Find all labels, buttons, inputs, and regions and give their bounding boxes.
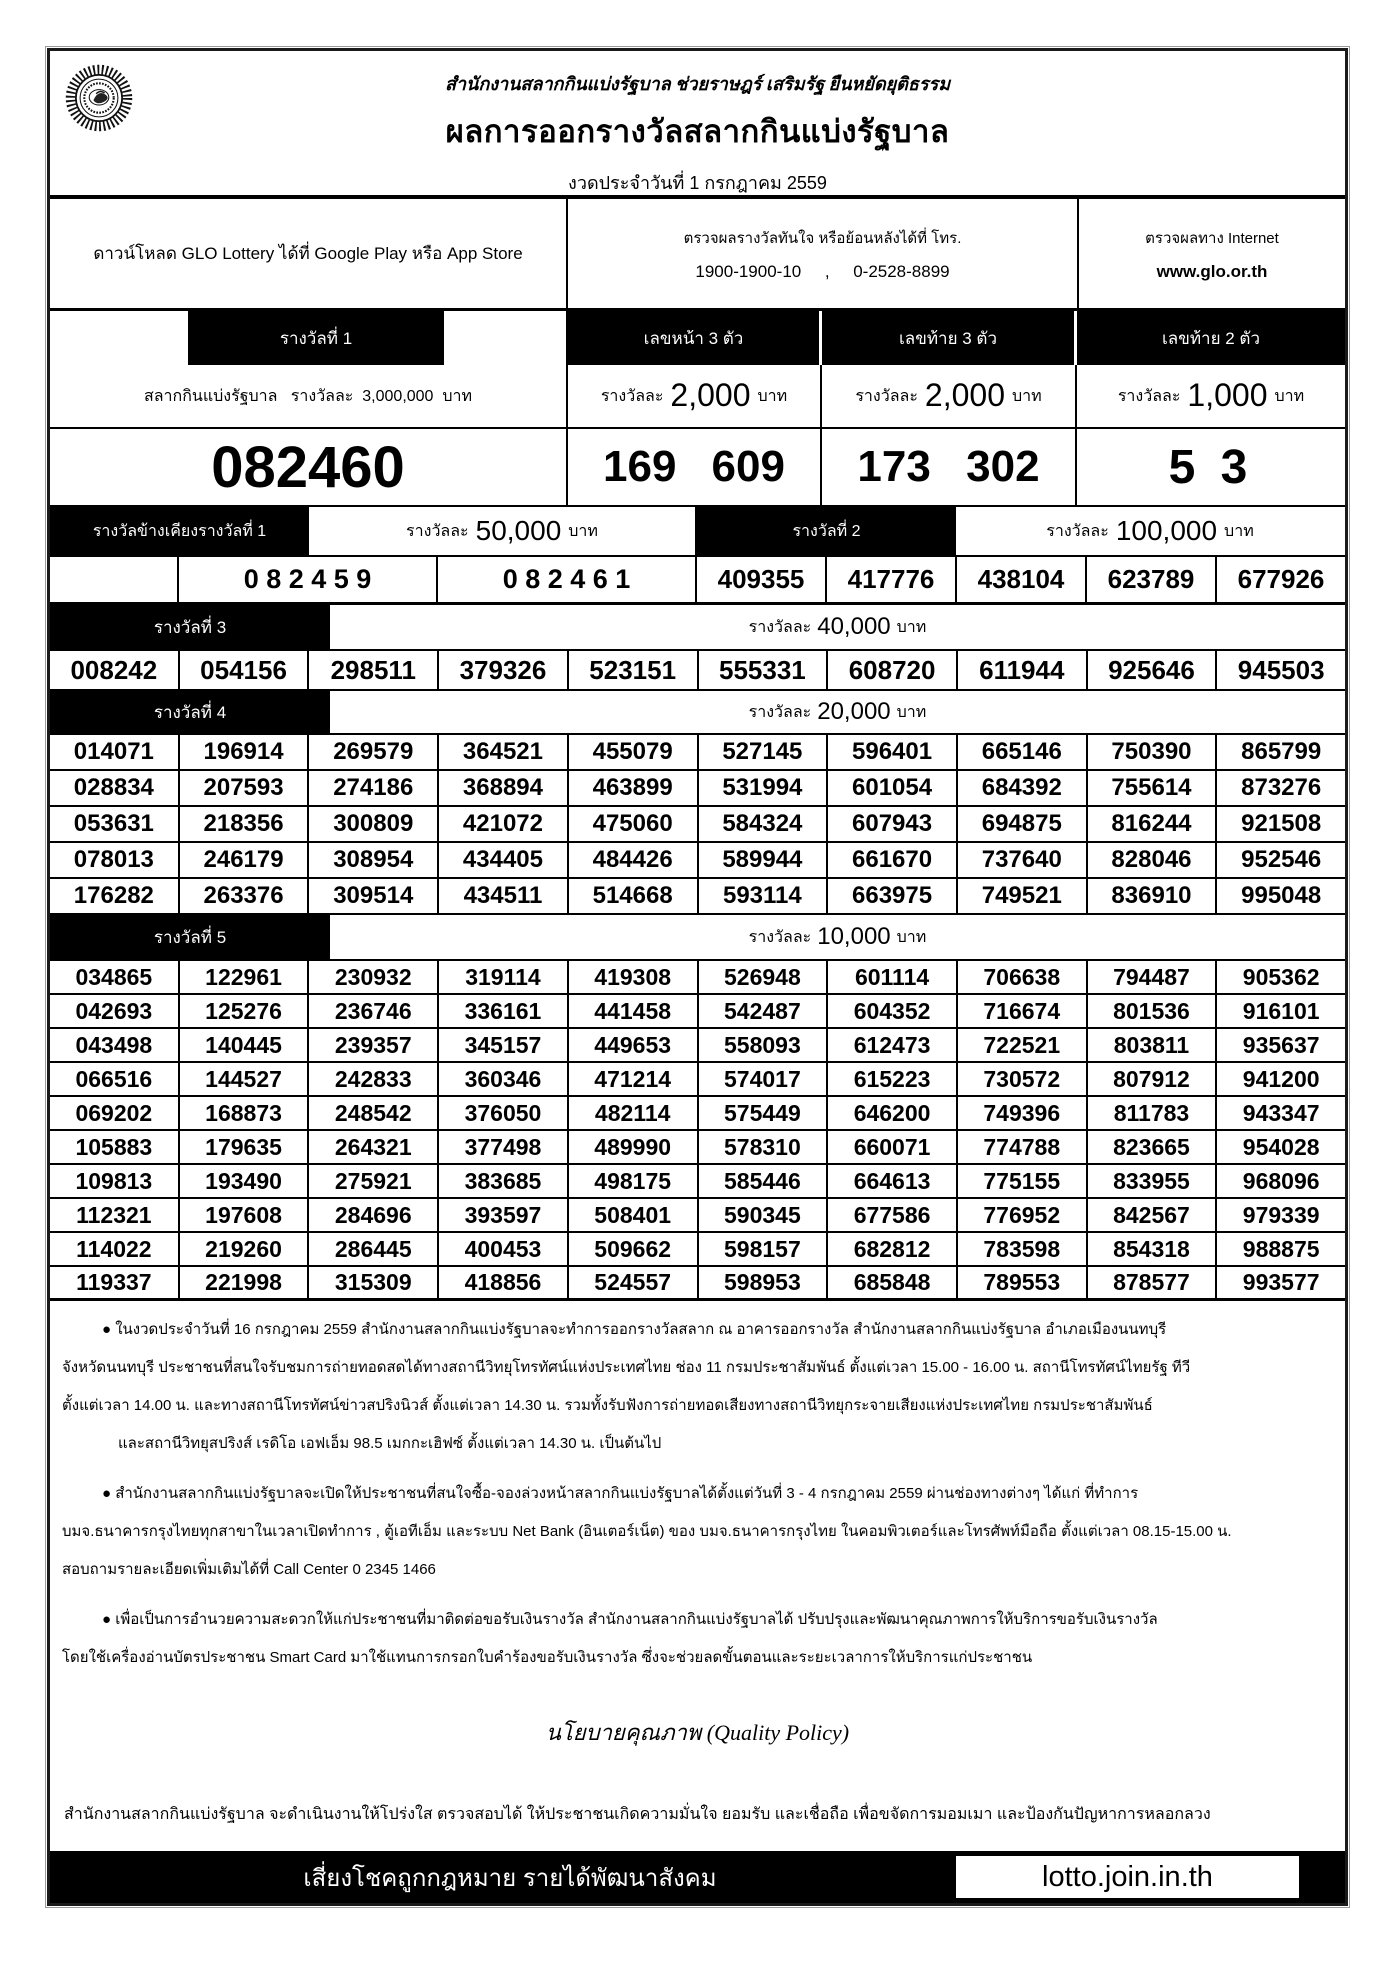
- fifth-prize-number: 905362: [1242, 963, 1320, 990]
- fifth-prize-number: 418856: [439, 1267, 569, 1298]
- fifth-prize-number: 066516: [50, 1063, 180, 1095]
- fifth-prize-number: 604352: [828, 995, 958, 1027]
- fourth-prize-number: 421072: [439, 807, 569, 841]
- fifth-prize-number: 377498: [439, 1131, 569, 1163]
- second-amount-unit: บาท: [1224, 522, 1254, 540]
- fifth-prize-number: 558093: [699, 1029, 829, 1061]
- fourth-prize-number: 176282: [50, 879, 180, 913]
- fifth-prize-number: 730572: [958, 1063, 1088, 1095]
- note-line: ● สำนักงานสลากกินแบ่งรัฐบาลจะเปิดให้ประชาชนที่สนใจซื้อ-จองล่วงหน้าสลากกินแบ่งรัฐบาลได้ตั้งแต่วันที่ 3 - 4 กรกฎาคม 2559 ผ่านช่องทางต่างๆ ได้แก่ ที่ทำการ: [102, 1485, 1139, 1502]
- second-amount-prefix: รางวัลละ: [1046, 522, 1109, 540]
- third-prize-bar-row: [50, 605, 1345, 651]
- fifth-prize-number: 248542: [309, 1097, 439, 1129]
- fourth-prize-row: [50, 735, 1345, 771]
- fourth-prize-number: 364521: [439, 735, 569, 769]
- fifth-prize-number: 508401: [569, 1199, 699, 1231]
- fifth-prize-number: 264321: [309, 1131, 439, 1163]
- winning-numbers-row: [50, 429, 1345, 507]
- page-title: ผลการออกรางวัลสลากกินแบ่งรัฐบาล: [445, 114, 950, 149]
- adjacent-first-bar: รางวัลข้างเคียงรางวัลที่ 1: [50, 507, 309, 555]
- fifth-prize-number: 336161: [439, 995, 569, 1027]
- fifth-prize-number: 236746: [309, 995, 439, 1027]
- last2-amount-prefix: รางวัลละ: [1117, 387, 1181, 405]
- fifth-prize-number: 775155: [958, 1165, 1088, 1197]
- third-prize-number: 608720: [828, 651, 958, 689]
- phone-check-cell: [568, 199, 1079, 308]
- fifth-prize-number: 842567: [1088, 1199, 1218, 1231]
- fifth-prize-number: 489990: [569, 1131, 699, 1163]
- fourth-prize-number: 028834: [50, 771, 180, 805]
- fourth-prize-number: 207593: [180, 771, 310, 805]
- fifth-prize-number: 664613: [828, 1165, 958, 1197]
- fifth-prize-number: 801536: [1088, 995, 1218, 1027]
- fourth-prize-number: 309514: [309, 879, 439, 913]
- last3-amount-value: 2,000: [924, 376, 1005, 413]
- fifth-prize-number: 575449: [699, 1097, 829, 1129]
- fourth-prize-number: 921508: [1241, 810, 1322, 837]
- third-prize-number: 379326: [439, 651, 569, 689]
- footer-website: lotto.join.in.th: [956, 1856, 1299, 1898]
- fourth-prize-number: 694875: [958, 807, 1088, 841]
- fifth-prize-number: 612473: [828, 1029, 958, 1061]
- fifth-prize-number: 803811: [1088, 1029, 1218, 1061]
- third-prize-number: 054156: [180, 651, 310, 689]
- fourth-prize-number: 865799: [1241, 738, 1322, 765]
- front3-amount-unit: บาท: [757, 387, 788, 405]
- fourth-prize-number: 514668: [569, 879, 699, 913]
- fifth-prize-row: [50, 1063, 1345, 1097]
- lottery-results-sheet: [47, 48, 1348, 1906]
- info-bar: [50, 199, 1345, 311]
- fifth-prize-number: 144527: [180, 1063, 310, 1095]
- fifth-prize-bar-row: [50, 915, 1345, 961]
- fifth-prize-number: 345157: [439, 1029, 569, 1061]
- adjacent-number: 0 8 2 4 6 1: [438, 557, 697, 602]
- app-download-text: ดาวน์โหลด GLO Lottery ได้ที่ Google Play หรือ App Store: [93, 244, 523, 263]
- glo-website: www.glo.or.th: [1156, 261, 1268, 281]
- fifth-prize-number: 315309: [309, 1267, 439, 1298]
- fifth-prize-number: 811783: [1088, 1097, 1218, 1129]
- fourth-prize-number: 263376: [180, 879, 310, 913]
- fourth-prize-number: 873276: [1241, 774, 1322, 801]
- third-amount-prefix: รางวัลละ: [748, 618, 812, 636]
- fourth-prize-number: 665146: [958, 735, 1088, 769]
- second-amount-value: 100,000: [1115, 515, 1218, 546]
- fourth-prize-number: 434405: [439, 843, 569, 877]
- fifth-prize-number: 105883: [50, 1131, 180, 1163]
- first-prize-bar: รางวัลที่ 1: [190, 311, 444, 365]
- fourth-prize-number: 246179: [180, 843, 310, 877]
- fourth-prize-number: 755614: [1088, 771, 1218, 805]
- fourth-prize-number: 749521: [958, 879, 1088, 913]
- fifth-prize-number: 542487: [699, 995, 829, 1027]
- fifth-prize-number: 140445: [180, 1029, 310, 1061]
- fourth-prize-number: 995048: [1241, 882, 1322, 909]
- fifth-prize-number: 482114: [569, 1097, 699, 1129]
- fifth-prize-number: 193490: [180, 1165, 310, 1197]
- fifth-prize-number: 042693: [50, 995, 180, 1027]
- third-prize-number: 611944: [958, 651, 1088, 689]
- fourth-amount-prefix: รางวัลละ: [748, 703, 812, 721]
- fifth-prize-number: 722521: [958, 1029, 1088, 1061]
- fifth-prize-number: 230932: [309, 961, 439, 993]
- second-prize-number: 409355: [697, 557, 827, 602]
- second-prize-number: 438104: [957, 557, 1087, 602]
- fifth-prize-number: 598157: [699, 1233, 829, 1265]
- fifth-prize-number: 789553: [958, 1267, 1088, 1298]
- fifth-prize-number: 119337: [50, 1267, 180, 1298]
- fifth-prize-number: 383685: [439, 1165, 569, 1197]
- fourth-prize-number: 601054: [828, 771, 958, 805]
- last3-number: 173: [857, 442, 931, 491]
- last2-number: 5 3: [1168, 440, 1254, 494]
- fifth-prize-number: 878577: [1088, 1267, 1218, 1298]
- fifth-prize-number: 833955: [1088, 1165, 1218, 1197]
- fifth-prize-bar: รางวัลที่ 5: [50, 915, 330, 959]
- fourth-prize-amount: [330, 691, 1345, 733]
- fifth-prize-number: 441458: [569, 995, 699, 1027]
- fifth-prize-number: 598953: [699, 1267, 829, 1298]
- spacer-right: [444, 311, 566, 365]
- fifth-prize-number: 360346: [439, 1063, 569, 1095]
- third-prize-bar: รางวัลที่ 3: [50, 605, 330, 649]
- fifth-prize-number: 112321: [50, 1199, 180, 1231]
- last2-amount-value: 1,000: [1187, 376, 1268, 413]
- front3-amount: [568, 365, 822, 427]
- fifth-prize-row: [50, 1029, 1345, 1063]
- front3-numbers: [568, 429, 822, 505]
- fifth-prize-number: 498175: [569, 1165, 699, 1197]
- fourth-prize-number: 300809: [309, 807, 439, 841]
- fifth-prize-number: 749396: [958, 1097, 1088, 1129]
- phone-check-label: ตรวจผลรางวัลทันใจ หรือย้อนหลังได้ที่ โทร.: [683, 229, 962, 247]
- fifth-prize-number: 043498: [50, 1029, 180, 1061]
- draw-date: งวดประจำวันที่ 1 กรกฎาคม 2559: [568, 173, 827, 193]
- third-prize-numbers-row: [50, 651, 1345, 691]
- spacer-left: [50, 311, 190, 365]
- last3-bar: เลขท้าย 3 ตัว: [822, 311, 1077, 365]
- fifth-prize-number: 179635: [180, 1131, 310, 1163]
- fifth-prize-row: [50, 1233, 1345, 1267]
- fifth-prize-number: 221998: [180, 1267, 310, 1298]
- fourth-prize-number: 527145: [699, 735, 829, 769]
- fourth-prize-number: 196914: [180, 735, 310, 769]
- note-line: ● ในงวดประจำวันที่ 16 กรกฎาคม 2559 สำนักงานสลากกินแบ่งรัฐบาลจะทำการออกรางวัลสลาก ณ อาคารออกรางวัล สำนักงานสลากกินแบ่งรัฐบาล อำเภอเมืองนนทบุรี: [102, 1321, 1167, 1338]
- last3-numbers: [822, 429, 1077, 505]
- fifth-prize-number: 122961: [180, 961, 310, 993]
- fifth-prize-number: 716674: [958, 995, 1088, 1027]
- fourth-prize-number: 750390: [1088, 735, 1218, 769]
- footer-bar: [50, 1851, 1345, 1903]
- note-line: จังหวัดนนทบุรี ประชาชนที่สนใจรับชมการถ่ายทอดสดได้ทางสถานีวิทยุโทรทัศน์แห่งประเทศไทย ช่อง 11 กรมประชาสัมพันธ์ ตั้งแต่เวลา 15.00 - 16.00 น. สถานีโทรทัศน์ไทยรัฐ ทีวี: [62, 1359, 1191, 1376]
- notes-section: [50, 1301, 1345, 1677]
- fifth-prize-number: 794487: [1088, 961, 1218, 993]
- first-prize-amount: สลากกินแบ่งรัฐบาล รางวัลละ 3,000,000 บาท: [50, 365, 568, 427]
- fifth-prize-number: 823665: [1088, 1131, 1218, 1163]
- fifth-prize-number: 578310: [699, 1131, 829, 1163]
- last3-number: 302: [966, 442, 1040, 491]
- last2-amount: [1077, 365, 1345, 427]
- fifth-prize-number: 319114: [439, 961, 569, 993]
- fourth-prize-number: 952546: [1241, 846, 1322, 873]
- app-download-cell: [50, 199, 568, 308]
- agency-motto: สำนักงานสลากกินแบ่งรัฐบาล ช่วยราษฎร์ เสริมรัฐ ยืนหยัดยุติธรรม: [444, 74, 951, 94]
- fourth-prize-number: 607943: [828, 807, 958, 841]
- fifth-prize-number: 988875: [1242, 1235, 1320, 1262]
- third-prize-number: 555331: [699, 651, 829, 689]
- fifth-prize-number: 968096: [1242, 1167, 1320, 1194]
- quality-policy-heading: นโยบายคุณภาพ (Quality Policy): [545, 1720, 850, 1745]
- second-prize-bar: รางวัลที่ 2: [697, 507, 956, 555]
- note-line: และสถานีวิทยุสปริงส์ เรดิโอ เอฟเอ็ม 98.5 เมกกะเฮิฟซ์ ตั้งแต่เวลา 14.30 น. เป็นต้นไป: [118, 1435, 662, 1452]
- adjacent-amount-value: 50,000: [475, 515, 562, 546]
- front3-amount-value: 2,000: [670, 376, 751, 413]
- fifth-prize-row: [50, 961, 1345, 995]
- fifth-prize-number: 916101: [1242, 997, 1320, 1024]
- fifth-prize-row: [50, 1131, 1345, 1165]
- prize-header-bars: [50, 311, 1345, 365]
- adjacent-number: 0 8 2 4 5 9: [179, 557, 438, 602]
- fourth-prize-number: 484426: [569, 843, 699, 877]
- fourth-prize-number: 531994: [699, 771, 829, 805]
- fifth-prize-number: 069202: [50, 1097, 180, 1129]
- fifth-amount-value: 10,000: [817, 923, 891, 950]
- third-amount-value: 40,000: [817, 613, 891, 640]
- fourth-amount-value: 20,000: [817, 698, 891, 725]
- fifth-prize-row: [50, 1097, 1345, 1131]
- fourth-prize-number: 737640: [958, 843, 1088, 877]
- fourth-prize-number: 584324: [699, 807, 829, 841]
- first-prize-bar-cell: [50, 311, 568, 365]
- quality-policy-text: สำนักงานสลากกินแบ่งรัฐบาล จะดำเนินงานให้โปร่งใส ตรวจสอบได้ ให้ประชาชนเกิดความมั่นใจ ยอมรับ และเชื่อถือ เพื่อขจัดการมอมเมา และป้องกันปัญหาการหลอกลวง: [64, 1806, 1211, 1823]
- fifth-prize-number: 776952: [958, 1199, 1088, 1231]
- fifth-prize-number: 574017: [699, 1063, 829, 1095]
- note-line: สอบถามรายละเอียดเพิ่มเติมได้ที่ Call Center 0 2345 1466: [62, 1561, 436, 1578]
- fifth-prize-number: 783598: [958, 1233, 1088, 1265]
- third-prize-amount: [330, 605, 1345, 649]
- fourth-prize-number: 589944: [699, 843, 829, 877]
- fourth-prize-number: 661670: [828, 843, 958, 877]
- fifth-prize-number: 601114: [828, 961, 958, 993]
- fourth-prize-bar: รางวัลที่ 4: [50, 691, 330, 733]
- note-line: ● เพื่อเป็นการอำนวยความสะดวกให้แก่ประชาชนที่มาติดต่อขอรับเงินรางวัล สำนักงานสลากกินแบ่งรัฐบาลได้ ปรับปรุงและพัฒนาคุณภาพการให้บริการขอรับเงินรางวัล: [102, 1611, 1158, 1628]
- third-prize-number: 945503: [1237, 654, 1325, 685]
- fifth-prize-number: 393597: [439, 1199, 569, 1231]
- glo-seal-icon: [64, 61, 134, 135]
- fifth-prize-number: 114022: [50, 1233, 180, 1265]
- fifth-prize-number: 242833: [309, 1063, 439, 1095]
- fifth-prize-row: [50, 1165, 1345, 1199]
- fifth-prize-number: 660071: [828, 1131, 958, 1163]
- fifth-prize-number: 524557: [569, 1267, 699, 1298]
- fifth-prize-number: 239357: [309, 1029, 439, 1061]
- fourth-prize-number: 308954: [309, 843, 439, 877]
- note-line: ตั้งแต่เวลา 14.00 น. และทางสถานีโทรทัศน์ข่าวสปริงนิวส์ ตั้งแต่เวลา 14.30 น. รวมทั้งรับฟังการถ่ายทอดเสียงทางสถานีวิทยุกระจายเสียงแห่งประเทศไทย กรมประชาสัมพันธ์: [62, 1397, 1153, 1414]
- fourth-prize-number: 269579: [309, 735, 439, 769]
- fourth-prize-bar-row: [50, 691, 1345, 735]
- second-prize-amount: [956, 507, 1344, 555]
- front3-number: 169: [603, 442, 677, 491]
- fourth-prize-number: 475060: [569, 807, 699, 841]
- footer-slogan: เสี่ยงโชคถูกกฎหมาย รายได้พัฒนาสังคม: [303, 1864, 717, 1892]
- internet-check-cell: [1079, 199, 1345, 308]
- fourth-prize-number: 368894: [439, 771, 569, 805]
- adjacent-and-second-prize-bar: [50, 507, 1345, 557]
- fifth-prize-number: 993577: [1242, 1269, 1320, 1295]
- fifth-prize-number: 807912: [1088, 1063, 1218, 1095]
- fifth-prize-number: 646200: [828, 1097, 958, 1129]
- fifth-prize-number: 419308: [569, 961, 699, 993]
- fifth-prize-number: 854318: [1088, 1233, 1218, 1265]
- internet-check-label: ตรวจผลทาง Internet: [1145, 229, 1279, 247]
- fifth-prize-number: 590345: [699, 1199, 829, 1231]
- fifth-prize-number: 471214: [569, 1063, 699, 1095]
- fifth-prize-number: 275921: [309, 1165, 439, 1197]
- fourth-prize-number: 663975: [828, 879, 958, 913]
- adjacent-amount-prefix: รางวัลละ: [406, 522, 469, 540]
- fifth-prize-number: 682812: [828, 1233, 958, 1265]
- fifth-prize-number: 219260: [180, 1233, 310, 1265]
- fifth-amount-unit: บาท: [896, 928, 927, 946]
- second-prize-number: 623789: [1087, 557, 1217, 602]
- fourth-prize-number: 218356: [180, 807, 310, 841]
- document-header: [50, 51, 1345, 199]
- third-amount-unit: บาท: [896, 618, 927, 636]
- fourth-prize-number: 078013: [50, 843, 180, 877]
- fourth-prize-number: 816244: [1088, 807, 1218, 841]
- fifth-prize-number: 284696: [309, 1199, 439, 1231]
- fifth-prize-number: 400453: [439, 1233, 569, 1265]
- second-prize-number: 677926: [1237, 564, 1325, 594]
- fourth-prize-number: 836910: [1088, 879, 1218, 913]
- fifth-prize-amount: [330, 915, 1345, 959]
- note-line: โดยใช้เครื่องอ่านบัตรประชาชน Smart Card มาใช้แทนการกรอกใบคำร้องขอรับเงินรางวัล ซึ่งจะช่วยลดขั้นตอนและระยะเวลาการให้บริการแก่ประชาชน: [62, 1649, 1033, 1666]
- third-prize-number: 298511: [309, 651, 439, 689]
- front3-amount-prefix: รางวัลละ: [600, 387, 664, 405]
- fourth-prize-number: 053631: [50, 807, 180, 841]
- fourth-prize-number: 014071: [50, 735, 180, 769]
- note-line: บมจ.ธนาคารกรุงไทยทุกสาขาในเวลาเปิดทำการ , ตู้เอทีเอ็ม และระบบ Net Bank (อินเตอร์เน็ต) ของ บมจ.ธนาคารกรุงไทย ในคอมพิวเตอร์และโทรศัพท์มือถือ ตั้งแต่เวลา 08.15-15.00 น.: [62, 1523, 1232, 1540]
- last3-amount-unit: บาท: [1011, 387, 1042, 405]
- fourth-prize-number: 274186: [309, 771, 439, 805]
- fifth-prize-number: 376050: [439, 1097, 569, 1129]
- last3-amount-prefix: รางวัลละ: [855, 387, 918, 405]
- fifth-prize-number: 685848: [828, 1267, 958, 1298]
- second-prize-numbers: [697, 557, 1345, 602]
- fourth-prize-row: [50, 879, 1345, 915]
- fifth-prize-number: 706638: [958, 961, 1088, 993]
- first-prize-number: 082460: [50, 429, 568, 505]
- fifth-prize-number: 125276: [180, 995, 310, 1027]
- fourth-amount-unit: บาท: [896, 703, 927, 721]
- fourth-prize-number: 434511: [439, 879, 569, 913]
- fifth-prize-number: 526948: [699, 961, 829, 993]
- fourth-prize-row: [50, 807, 1345, 843]
- fifth-prize-number: 615223: [828, 1063, 958, 1095]
- fifth-prize-number: 449653: [569, 1029, 699, 1061]
- last2-bar: เลขท้าย 2 ตัว: [1077, 311, 1345, 365]
- third-prize-number: 523151: [569, 651, 699, 689]
- last3-amount: [822, 365, 1077, 427]
- last2-amount-unit: บาท: [1274, 387, 1305, 405]
- fourth-prize-number: 828046: [1088, 843, 1218, 877]
- header-titles: [50, 51, 1345, 197]
- adjacent-first-amount: [309, 507, 697, 555]
- fifth-prize-number: 979339: [1242, 1201, 1320, 1228]
- fifth-prize-number: 585446: [699, 1165, 829, 1197]
- fifth-prize-row: [50, 1199, 1345, 1233]
- adjacent-second-numbers-row: [50, 557, 1345, 605]
- fifth-prize-number: 168873: [180, 1097, 310, 1129]
- fifth-prize-row: [50, 995, 1345, 1029]
- fourth-prize-number: 596401: [828, 735, 958, 769]
- front3-number: 609: [711, 442, 785, 491]
- fourth-prize-number: 463899: [569, 771, 699, 805]
- fifth-prize-number: 197608: [180, 1199, 310, 1231]
- phone-numbers: 1900-1900-10 , 0-2528-8899: [695, 261, 950, 281]
- fifth-amount-prefix: รางวัลละ: [748, 928, 812, 946]
- fifth-prize-number: 286445: [309, 1233, 439, 1265]
- fifth-prize-number: 034865: [50, 961, 180, 993]
- fifth-prize-number: 774788: [958, 1131, 1088, 1163]
- fifth-prize-row: [50, 1267, 1345, 1301]
- fourth-prize-row: [50, 771, 1345, 807]
- fifth-prize-number: 109813: [50, 1165, 180, 1197]
- fifth-prize-number: 509662: [569, 1233, 699, 1265]
- fourth-prize-row: [50, 843, 1345, 879]
- fifth-prize-number: 954028: [1242, 1133, 1320, 1160]
- third-prize-number: 925646: [1088, 651, 1218, 689]
- second-prize-number: 417776: [827, 557, 957, 602]
- glo-seal-logo: [64, 61, 134, 140]
- fifth-prize-number: 935637: [1242, 1031, 1320, 1058]
- fourth-prize-number: 593114: [699, 879, 829, 913]
- fourth-prize-number: 684392: [958, 771, 1088, 805]
- third-prize-number: 008242: [50, 651, 180, 689]
- front3-bar: เลขหน้า 3 ตัว: [568, 311, 822, 365]
- empty-cell: [50, 557, 179, 602]
- adjacent-amount-unit: บาท: [568, 522, 598, 540]
- fourth-prize-number: 455079: [569, 735, 699, 769]
- fifth-prize-number: 941200: [1242, 1065, 1320, 1092]
- prize-amounts-row: [50, 365, 1345, 429]
- fifth-prize-number: 677586: [828, 1199, 958, 1231]
- fifth-prize-number: 943347: [1242, 1099, 1320, 1126]
